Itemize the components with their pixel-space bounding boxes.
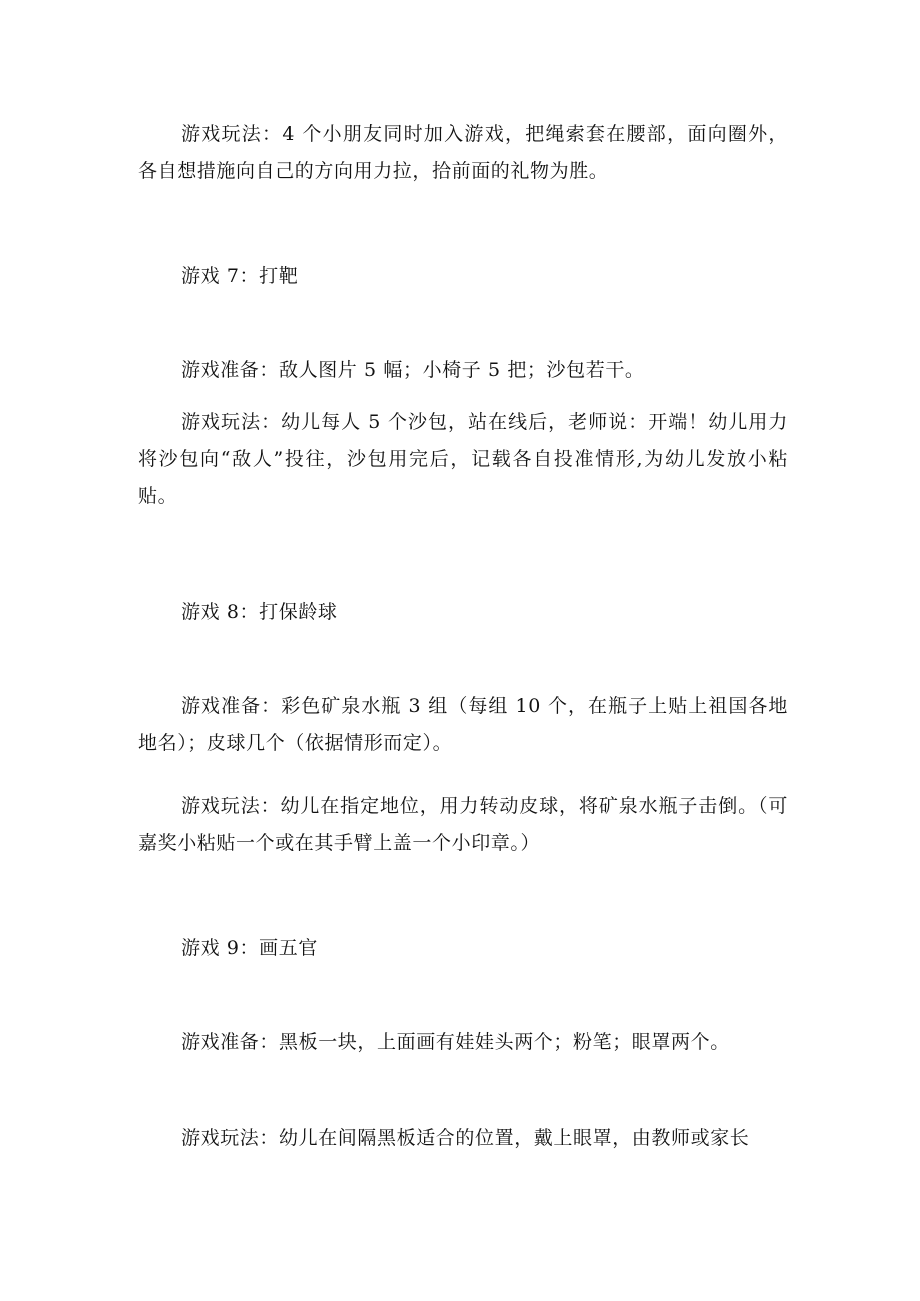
paragraph-game-9-preparation: 游戏准备：黑板一块，上面画有娃娃头两个；粉笔；眼罩两个。 (181, 1031, 730, 1053)
paragraph-game-8-preparation: 游戏准备：彩色矿泉水瓶 3 组（每组 10 个，在瓶子上贴上祖国各地地名）；皮球几个（依据情形而定）。 (138, 695, 788, 754)
paragraph-game-8-rules: 游戏玩法：幼儿在指定地位，用力转动皮球，将矿泉水瓶子击倒。（可嘉奖小粘贴一个或在其手臂上盖一个小印章。） (138, 795, 788, 854)
paragraph-game-9-rules: 游戏玩法：幼儿在间隔黑板适合的位置，戴上眼罩，由教师或家长 (181, 1127, 750, 1149)
paragraph-game-7-preparation: 游戏准备：敌人图片 5 幅；小椅子 5 把；沙包若干。 (181, 359, 645, 381)
heading-game-8: 游戏 8：打保龄球 (181, 601, 338, 623)
heading-game-7: 游戏 7：打靶 (181, 265, 299, 287)
paragraph-tug-game-rules: 游戏玩法：4 个小朋友同时加入游戏，把绳索套在腰部，面向圈外，各自想措施向自己的方向用力拉，拾前面的礼物为胜。 (138, 123, 788, 182)
paragraph-game-7-rules: 游戏玩法：幼儿每人 5 个沙包，站在线后，老师说：开端！幼儿用力将沙包向“敌人”投往，沙包用完后，记载各自投准情形,为幼儿发放小粘贴。 (138, 411, 788, 507)
heading-game-9: 游戏 9：画五官 (181, 937, 318, 959)
